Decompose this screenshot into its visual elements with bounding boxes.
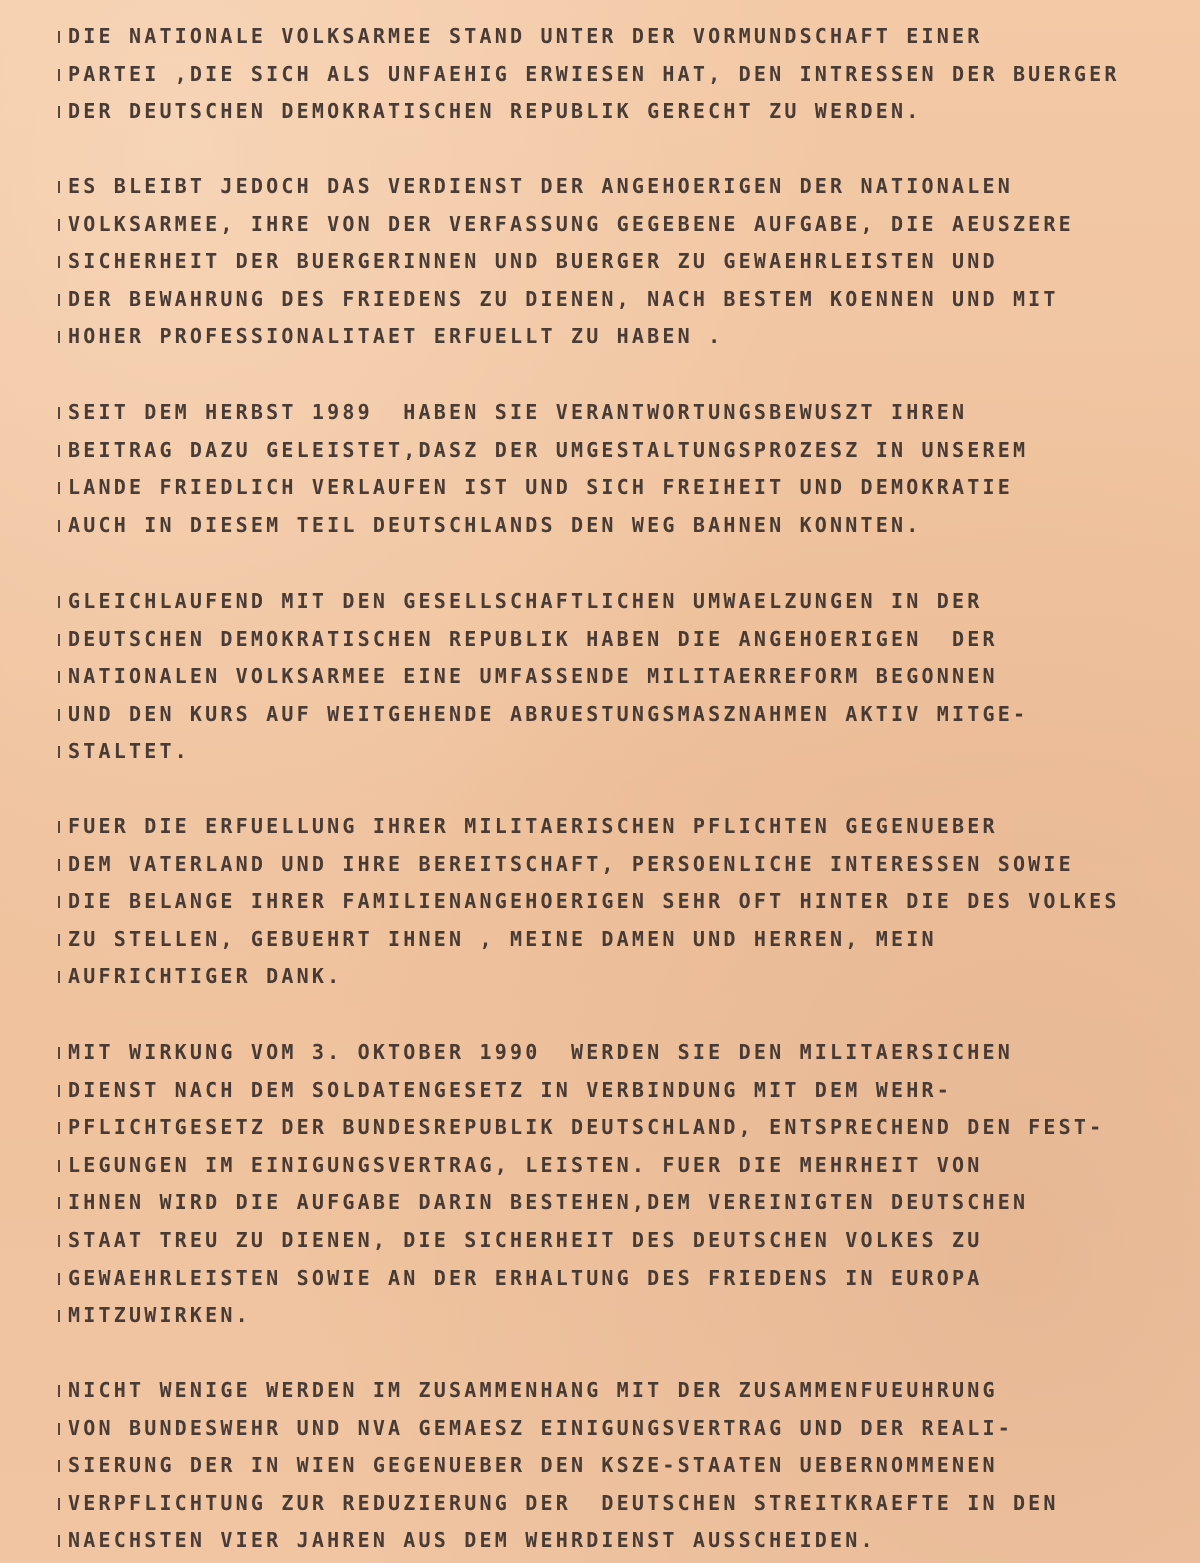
paragraph-1 [58,18,1178,131]
text-line: FUER DIE ERFUELLUNG IHRER MILITAERISCHEN PFLICHTEN GEGENUEBER [58,808,1178,846]
text-line: LANDE FRIEDLICH VERLAUFEN IST UND SICH FREIHEIT UND DEMOKRATIE [58,469,1178,507]
text-line: SIERUNG DER IN WIEN GEGENUEBER DEN KSZE-STAATEN UEBERNOMMENEN [58,1447,1178,1485]
text-line: STAAT TREU ZU DIENEN, DIE SICHERHEIT DES DEUTSCHEN VOLKES ZU [58,1222,1178,1260]
text-line: ZU STELLEN, GEBUEHRT IHNEN , MEINE DAMEN UND HERREN, MEIN [58,921,1178,959]
text-line: UND DEN KURS AUF WEITGEHENDE ABRUESTUNGSMASZNAHMEN AKTIV MITGE- [58,696,1178,734]
text-line: DER DEUTSCHEN DEMOKRATISCHEN REPUBLIK GERECHT ZU WERDEN. [58,93,1178,131]
text-line: DIE NATIONALE VOLKSARMEE STAND UNTER DER VORMUNDSCHAFT EINER [58,18,1178,56]
text-line: MITZUWIRKEN. [58,1297,1178,1335]
text-line: DEUTSCHEN DEMOKRATISCHEN REPUBLIK HABEN DIE ANGEHOERIGEN DER [58,621,1178,659]
text-line: LEGUNGEN IM EINIGUNGSVERTRAG, LEISTEN. FUER DIE MEHRHEIT VON [58,1147,1178,1185]
text-line: VOLKSARMEE, IHRE VON DER VERFASSUNG GEGEBENE AUFGABE, DIE AEUSZERE [58,206,1178,244]
text-line: ES BLEIBT JEDOCH DAS VERDIENST DER ANGEHOERIGEN DER NATIONALEN [58,168,1178,206]
text-line: HOHER PROFESSIONALITAET ERFUELLT ZU HABEN . [58,318,1178,356]
text-line: AUFRICHTIGER DANK. [58,958,1178,996]
paragraph-2 [58,168,1178,356]
text-line: IHNEN WIRD DIE AUFGABE DARIN BESTEHEN,DEM VEREINIGTEN DEUTSCHEN [58,1184,1178,1222]
text-line: SEIT DEM HERBST 1989 HABEN SIE VERANTWORTUNGSBEWUSZT IHREN [58,394,1178,432]
text-line: DEM VATERLAND UND IHRE BEREITSCHAFT, PERSOENLICHE INTERESSEN SOWIE [58,846,1178,884]
text-line: GLEICHLAUFEND MIT DEN GESELLSCHAFTLICHEN UMWAELZUNGEN IN DER [58,583,1178,621]
text-line: AUCH IN DIESEM TEIL DEUTSCHLANDS DEN WEG BAHNEN KONNTEN. [58,507,1178,545]
text-line: VON BUNDESWEHR UND NVA GEMAESZ EINIGUNGSVERTRAG UND DER REALI- [58,1410,1178,1448]
text-line: BEITRAG DAZU GELEISTET,DASZ DER UMGESTALTUNGSPROZESZ IN UNSEREM [58,432,1178,470]
text-line: SICHERHEIT DER BUERGERINNEN UND BUERGER ZU GEWAEHRLEISTEN UND [58,243,1178,281]
paragraph-4 [58,583,1178,771]
paragraph-7 [58,1372,1178,1560]
text-line: PARTEI ,DIE SICH ALS UNFAEHIG ERWIESEN HAT, DEN INTRESSEN DER BUERGER [58,56,1178,94]
paragraph-3 [58,394,1178,544]
text-line: NAECHSTEN VIER JAHREN AUS DEM WEHRDIENST AUSSCHEIDEN. [58,1522,1178,1560]
text-line: PFLICHTGESETZ DER BUNDESREPUBLIK DEUTSCHLAND, ENTSPRECHEND DEN FEST- [58,1109,1178,1147]
text-line: NICHT WENIGE WERDEN IM ZUSAMMENHANG MIT DER ZUSAMMENFUEUHRUNG [58,1372,1178,1410]
text-line: VERPFLICHTUNG ZUR REDUZIERUNG DER DEUTSCHEN STREITKRAEFTE IN DEN [58,1485,1178,1523]
text-line: GEWAEHRLEISTEN SOWIE AN DER ERHALTUNG DES FRIEDENS IN EUROPA [58,1260,1178,1298]
text-line: NATIONALEN VOLKSARMEE EINE UMFASSENDE MILITAERREFORM BEGONNEN [58,658,1178,696]
paragraph-6 [58,1034,1178,1335]
paragraph-5 [58,808,1178,996]
text-line: MIT WIRKUNG VOM 3. OKTOBER 1990 WERDEN SIE DEN MILITAERSICHEN [58,1034,1178,1072]
text-line: STALTET. [58,733,1178,771]
text-line: DIE BELANGE IHRER FAMILIENANGEHOERIGEN SEHR OFT HINTER DIE DES VOLKES [58,883,1178,921]
text-line: DER BEWAHRUNG DES FRIEDENS ZU DIENEN, NACH BESTEM KOENNEN UND MIT [58,281,1178,319]
text-line: DIENST NACH DEM SOLDATENGESETZ IN VERBINDUNG MIT DEM WEHR- [58,1072,1178,1110]
